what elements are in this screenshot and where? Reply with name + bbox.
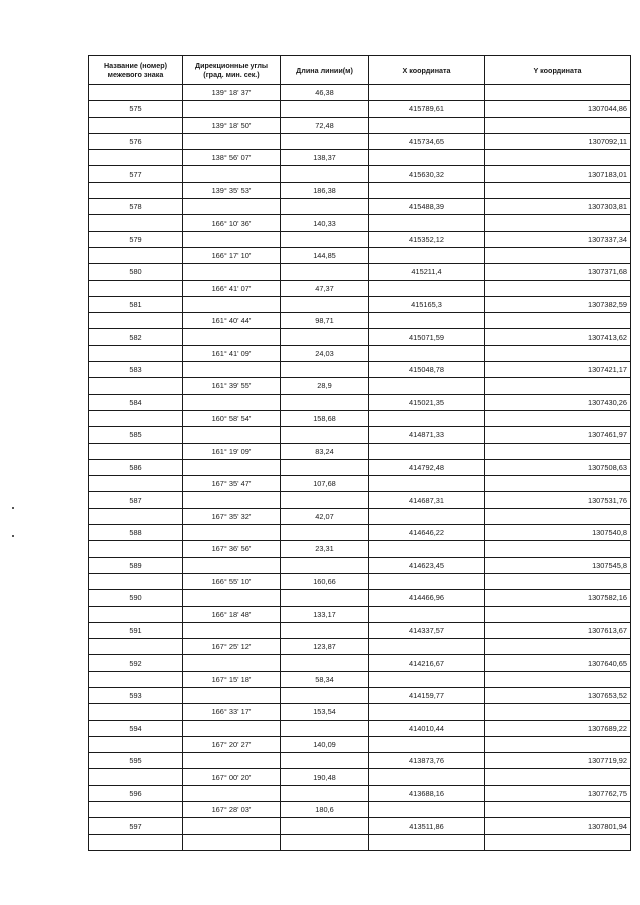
- point-name-cell: [89, 606, 183, 622]
- table-row: [89, 573, 631, 589]
- y-cell: 1307689,22: [485, 720, 631, 736]
- table-row: [89, 476, 631, 492]
- length-cell: [281, 753, 369, 769]
- length-cell: [281, 622, 369, 638]
- length-cell: [281, 687, 369, 703]
- x-cell: 415630,32: [369, 166, 485, 182]
- length-cell: [281, 525, 369, 541]
- point-name-cell: 575: [89, 101, 183, 117]
- table-row: [89, 264, 631, 280]
- point-name-cell: [89, 247, 183, 263]
- y-cell: [485, 345, 631, 361]
- x-cell: [369, 182, 485, 198]
- x-cell: 413873,76: [369, 753, 485, 769]
- header-x-coordinate: X координата: [369, 56, 485, 85]
- point-name-cell: 577: [89, 166, 183, 182]
- header-point-name: Название (номер) межевого знака: [89, 56, 183, 85]
- y-cell: [485, 671, 631, 687]
- angle-cell: [183, 834, 281, 850]
- length-cell: 47,37: [281, 280, 369, 296]
- x-cell: [369, 313, 485, 329]
- angle-cell: [183, 427, 281, 443]
- x-cell: 414646,22: [369, 525, 485, 541]
- length-cell: [281, 166, 369, 182]
- x-cell: [369, 443, 485, 459]
- table-row: [89, 655, 631, 671]
- x-cell: [369, 410, 485, 426]
- point-name-cell: 592: [89, 655, 183, 671]
- table-row: [89, 639, 631, 655]
- length-cell: 160,66: [281, 573, 369, 589]
- x-cell: 415048,78: [369, 362, 485, 378]
- coordinates-table: [88, 55, 631, 851]
- table-row: [89, 720, 631, 736]
- table-row: [89, 687, 631, 703]
- length-cell: 83,24: [281, 443, 369, 459]
- angle-cell: 166° 55' 10": [183, 573, 281, 589]
- x-cell: [369, 85, 485, 101]
- angle-cell: 167° 20' 27": [183, 736, 281, 752]
- point-name-cell: 582: [89, 329, 183, 345]
- table-row: [89, 410, 631, 426]
- length-cell: [281, 720, 369, 736]
- x-cell: 415165,3: [369, 296, 485, 312]
- y-cell: [485, 704, 631, 720]
- x-cell: 415789,61: [369, 101, 485, 117]
- header-line-length: Длина линии(м): [281, 56, 369, 85]
- x-cell: [369, 476, 485, 492]
- point-name-cell: [89, 280, 183, 296]
- x-cell: 413511,86: [369, 818, 485, 834]
- angle-cell: 161° 39' 55": [183, 378, 281, 394]
- point-name-cell: [89, 541, 183, 557]
- y-cell: 1307653,52: [485, 687, 631, 703]
- angle-cell: [183, 264, 281, 280]
- y-cell: 1307413,62: [485, 329, 631, 345]
- point-name-cell: 593: [89, 687, 183, 703]
- table-row: [89, 622, 631, 638]
- table-row: [89, 492, 631, 508]
- angle-cell: 139° 35' 53": [183, 182, 281, 198]
- angle-cell: [183, 785, 281, 801]
- angle-cell: 167° 00' 20": [183, 769, 281, 785]
- angle-cell: [183, 199, 281, 215]
- x-cell: 414792,48: [369, 459, 485, 475]
- length-cell: [281, 231, 369, 247]
- length-cell: [281, 101, 369, 117]
- point-name-cell: [89, 508, 183, 524]
- y-cell: [485, 834, 631, 850]
- length-cell: 140,09: [281, 736, 369, 752]
- table-row: [89, 459, 631, 475]
- x-cell: [369, 508, 485, 524]
- y-cell: 1307044,86: [485, 101, 631, 117]
- table-row: [89, 753, 631, 769]
- point-name-cell: 578: [89, 199, 183, 215]
- angle-cell: 166° 33' 17": [183, 704, 281, 720]
- x-cell: [369, 671, 485, 687]
- x-cell: [369, 802, 485, 818]
- y-cell: 1307337,34: [485, 231, 631, 247]
- angle-cell: 167° 35' 47": [183, 476, 281, 492]
- point-name-cell: [89, 834, 183, 850]
- table-row: [89, 427, 631, 443]
- table-row: [89, 280, 631, 296]
- y-cell: [485, 313, 631, 329]
- y-cell: 1307508,63: [485, 459, 631, 475]
- y-cell: [485, 443, 631, 459]
- length-cell: 24,03: [281, 345, 369, 361]
- length-cell: [281, 394, 369, 410]
- point-name-cell: 590: [89, 590, 183, 606]
- y-cell: [485, 150, 631, 166]
- length-cell: [281, 427, 369, 443]
- table-row: [89, 313, 631, 329]
- table-row: [89, 557, 631, 573]
- length-cell: 186,38: [281, 182, 369, 198]
- angle-cell: 139° 18' 37": [183, 85, 281, 101]
- angle-cell: [183, 492, 281, 508]
- point-name-cell: 579: [89, 231, 183, 247]
- point-name-cell: [89, 443, 183, 459]
- x-cell: [369, 606, 485, 622]
- angle-cell: [183, 459, 281, 475]
- y-cell: 1307430,26: [485, 394, 631, 410]
- angle-cell: [183, 362, 281, 378]
- x-cell: [369, 215, 485, 231]
- length-cell: [281, 785, 369, 801]
- point-name-cell: [89, 410, 183, 426]
- scan-speck: [12, 507, 14, 509]
- angle-cell: 166° 17' 10": [183, 247, 281, 263]
- x-cell: [369, 736, 485, 752]
- x-cell: 415071,59: [369, 329, 485, 345]
- point-name-cell: 596: [89, 785, 183, 801]
- table-row: [89, 704, 631, 720]
- x-cell: [369, 345, 485, 361]
- table-row: [89, 117, 631, 133]
- point-name-cell: 581: [89, 296, 183, 312]
- angle-cell: 138° 56' 07": [183, 150, 281, 166]
- point-name-cell: 580: [89, 264, 183, 280]
- x-cell: 414871,33: [369, 427, 485, 443]
- length-cell: 133,17: [281, 606, 369, 622]
- angle-cell: [183, 557, 281, 573]
- length-cell: 58,34: [281, 671, 369, 687]
- y-cell: [485, 639, 631, 655]
- point-name-cell: [89, 671, 183, 687]
- length-cell: 42,07: [281, 508, 369, 524]
- x-cell: [369, 280, 485, 296]
- table-row: [89, 785, 631, 801]
- point-name-cell: [89, 704, 183, 720]
- point-name-cell: [89, 639, 183, 655]
- y-cell: 1307801,94: [485, 818, 631, 834]
- point-name-cell: 597: [89, 818, 183, 834]
- y-cell: 1307303,81: [485, 199, 631, 215]
- table-row: [89, 247, 631, 263]
- angle-cell: [183, 329, 281, 345]
- y-cell: 1307545,8: [485, 557, 631, 573]
- angle-cell: 161° 19' 09": [183, 443, 281, 459]
- angle-cell: [183, 753, 281, 769]
- y-cell: [485, 769, 631, 785]
- y-cell: 1307371,68: [485, 264, 631, 280]
- length-cell: 153,54: [281, 704, 369, 720]
- angle-cell: [183, 622, 281, 638]
- point-name-cell: 591: [89, 622, 183, 638]
- angle-cell: [183, 687, 281, 703]
- table-row: [89, 508, 631, 524]
- angle-cell: 167° 25' 12": [183, 639, 281, 655]
- length-cell: 138,37: [281, 150, 369, 166]
- angle-cell: [183, 231, 281, 247]
- angle-cell: 167° 36' 56": [183, 541, 281, 557]
- angle-cell: [183, 525, 281, 541]
- y-cell: 1307582,16: [485, 590, 631, 606]
- point-name-cell: [89, 378, 183, 394]
- angle-cell: [183, 101, 281, 117]
- y-cell: 1307183,01: [485, 166, 631, 182]
- point-name-cell: [89, 215, 183, 231]
- table-row: [89, 150, 631, 166]
- y-cell: 1307092,11: [485, 133, 631, 149]
- table-row: [89, 525, 631, 541]
- angle-cell: 161° 41' 09": [183, 345, 281, 361]
- table-row: [89, 296, 631, 312]
- angle-cell: 167° 28' 03": [183, 802, 281, 818]
- y-cell: [485, 280, 631, 296]
- table-row: [89, 802, 631, 818]
- table-row: [89, 199, 631, 215]
- y-cell: [485, 573, 631, 589]
- angle-cell: [183, 655, 281, 671]
- length-cell: [281, 655, 369, 671]
- x-cell: [369, 834, 485, 850]
- point-name-cell: [89, 85, 183, 101]
- length-cell: 28,9: [281, 378, 369, 394]
- length-cell: 46,38: [281, 85, 369, 101]
- angle-cell: 166° 41' 07": [183, 280, 281, 296]
- table-body: [89, 85, 631, 851]
- angle-cell: [183, 818, 281, 834]
- x-cell: [369, 541, 485, 557]
- y-cell: 1307461,97: [485, 427, 631, 443]
- table-row: [89, 101, 631, 117]
- angle-cell: [183, 296, 281, 312]
- length-cell: [281, 557, 369, 573]
- table-row: [89, 133, 631, 149]
- y-cell: [485, 606, 631, 622]
- header-y-coordinate: Y координата: [485, 56, 631, 85]
- point-name-cell: [89, 150, 183, 166]
- scan-speck: [12, 535, 14, 537]
- x-cell: [369, 704, 485, 720]
- table-row: [89, 606, 631, 622]
- length-cell: 72,48: [281, 117, 369, 133]
- length-cell: [281, 818, 369, 834]
- x-cell: 415734,65: [369, 133, 485, 149]
- x-cell: 415352,12: [369, 231, 485, 247]
- y-cell: [485, 215, 631, 231]
- table-row: [89, 182, 631, 198]
- x-cell: 413688,16: [369, 785, 485, 801]
- length-cell: [281, 590, 369, 606]
- length-cell: [281, 133, 369, 149]
- x-cell: 415488,39: [369, 199, 485, 215]
- y-cell: 1307540,8: [485, 525, 631, 541]
- angle-cell: [183, 166, 281, 182]
- x-cell: 414159,77: [369, 687, 485, 703]
- y-cell: [485, 378, 631, 394]
- table-row: [89, 85, 631, 101]
- table-row: [89, 769, 631, 785]
- point-name-cell: 589: [89, 557, 183, 573]
- y-cell: 1307613,67: [485, 622, 631, 638]
- table-row: [89, 443, 631, 459]
- point-name-cell: 595: [89, 753, 183, 769]
- table-row: [89, 345, 631, 361]
- point-name-cell: [89, 313, 183, 329]
- x-cell: 414687,31: [369, 492, 485, 508]
- point-name-cell: 584: [89, 394, 183, 410]
- table-row: [89, 590, 631, 606]
- x-cell: 414010,44: [369, 720, 485, 736]
- x-cell: [369, 247, 485, 263]
- length-cell: 180,6: [281, 802, 369, 818]
- y-cell: [485, 541, 631, 557]
- y-cell: 1307531,76: [485, 492, 631, 508]
- y-cell: 1307421,17: [485, 362, 631, 378]
- point-name-cell: [89, 573, 183, 589]
- x-cell: [369, 639, 485, 655]
- table-row: [89, 329, 631, 345]
- header-directional-angles: Дирекционные углы (град. мин. сек.): [183, 56, 281, 85]
- x-cell: 414216,67: [369, 655, 485, 671]
- angle-cell: 160° 58' 54": [183, 410, 281, 426]
- y-cell: [485, 802, 631, 818]
- y-cell: [485, 736, 631, 752]
- point-name-cell: 588: [89, 525, 183, 541]
- x-cell: 414337,57: [369, 622, 485, 638]
- y-cell: [485, 410, 631, 426]
- y-cell: [485, 247, 631, 263]
- length-cell: 158,68: [281, 410, 369, 426]
- angle-cell: 166° 10' 36": [183, 215, 281, 231]
- length-cell: [281, 329, 369, 345]
- point-name-cell: [89, 736, 183, 752]
- y-cell: 1307382,59: [485, 296, 631, 312]
- y-cell: 1307640,65: [485, 655, 631, 671]
- length-cell: 140,33: [281, 215, 369, 231]
- point-name-cell: [89, 476, 183, 492]
- point-name-cell: [89, 802, 183, 818]
- angle-cell: 166° 18' 48": [183, 606, 281, 622]
- length-cell: 123,87: [281, 639, 369, 655]
- point-name-cell: [89, 182, 183, 198]
- y-cell: [485, 476, 631, 492]
- length-cell: 98,71: [281, 313, 369, 329]
- point-name-cell: [89, 769, 183, 785]
- length-cell: [281, 834, 369, 850]
- length-cell: 144,85: [281, 247, 369, 263]
- table-header-row: [89, 56, 631, 85]
- x-cell: [369, 769, 485, 785]
- length-cell: [281, 296, 369, 312]
- angle-cell: 139° 18' 50": [183, 117, 281, 133]
- angle-cell: [183, 394, 281, 410]
- length-cell: [281, 459, 369, 475]
- y-cell: [485, 182, 631, 198]
- angle-cell: 161° 40' 44": [183, 313, 281, 329]
- point-name-cell: 576: [89, 133, 183, 149]
- point-name-cell: 594: [89, 720, 183, 736]
- length-cell: [281, 264, 369, 280]
- angle-cell: 167° 15' 18": [183, 671, 281, 687]
- table-row: [89, 541, 631, 557]
- y-cell: 1307719,92: [485, 753, 631, 769]
- table-row: [89, 671, 631, 687]
- table-row: [89, 362, 631, 378]
- table-row: [89, 166, 631, 182]
- table-row: [89, 736, 631, 752]
- x-cell: 414623,45: [369, 557, 485, 573]
- angle-cell: [183, 133, 281, 149]
- table-row: [89, 231, 631, 247]
- length-cell: [281, 362, 369, 378]
- point-name-cell: 586: [89, 459, 183, 475]
- length-cell: 107,68: [281, 476, 369, 492]
- x-cell: 414466,96: [369, 590, 485, 606]
- length-cell: [281, 199, 369, 215]
- y-cell: [485, 85, 631, 101]
- point-name-cell: [89, 117, 183, 133]
- x-cell: [369, 117, 485, 133]
- point-name-cell: 585: [89, 427, 183, 443]
- table-row: [89, 215, 631, 231]
- point-name-cell: 583: [89, 362, 183, 378]
- table-row: [89, 394, 631, 410]
- y-cell: [485, 508, 631, 524]
- x-cell: [369, 150, 485, 166]
- x-cell: 415021,35: [369, 394, 485, 410]
- length-cell: [281, 492, 369, 508]
- length-cell: 190,48: [281, 769, 369, 785]
- angle-cell: [183, 590, 281, 606]
- length-cell: 23,31: [281, 541, 369, 557]
- y-cell: [485, 117, 631, 133]
- table-row: [89, 378, 631, 394]
- angle-cell: 167° 35' 32": [183, 508, 281, 524]
- x-cell: [369, 378, 485, 394]
- table-row: [89, 834, 631, 850]
- y-cell: 1307762,75: [485, 785, 631, 801]
- point-name-cell: 587: [89, 492, 183, 508]
- table-row: [89, 818, 631, 834]
- x-cell: [369, 573, 485, 589]
- point-name-cell: [89, 345, 183, 361]
- x-cell: 415211,4: [369, 264, 485, 280]
- angle-cell: [183, 720, 281, 736]
